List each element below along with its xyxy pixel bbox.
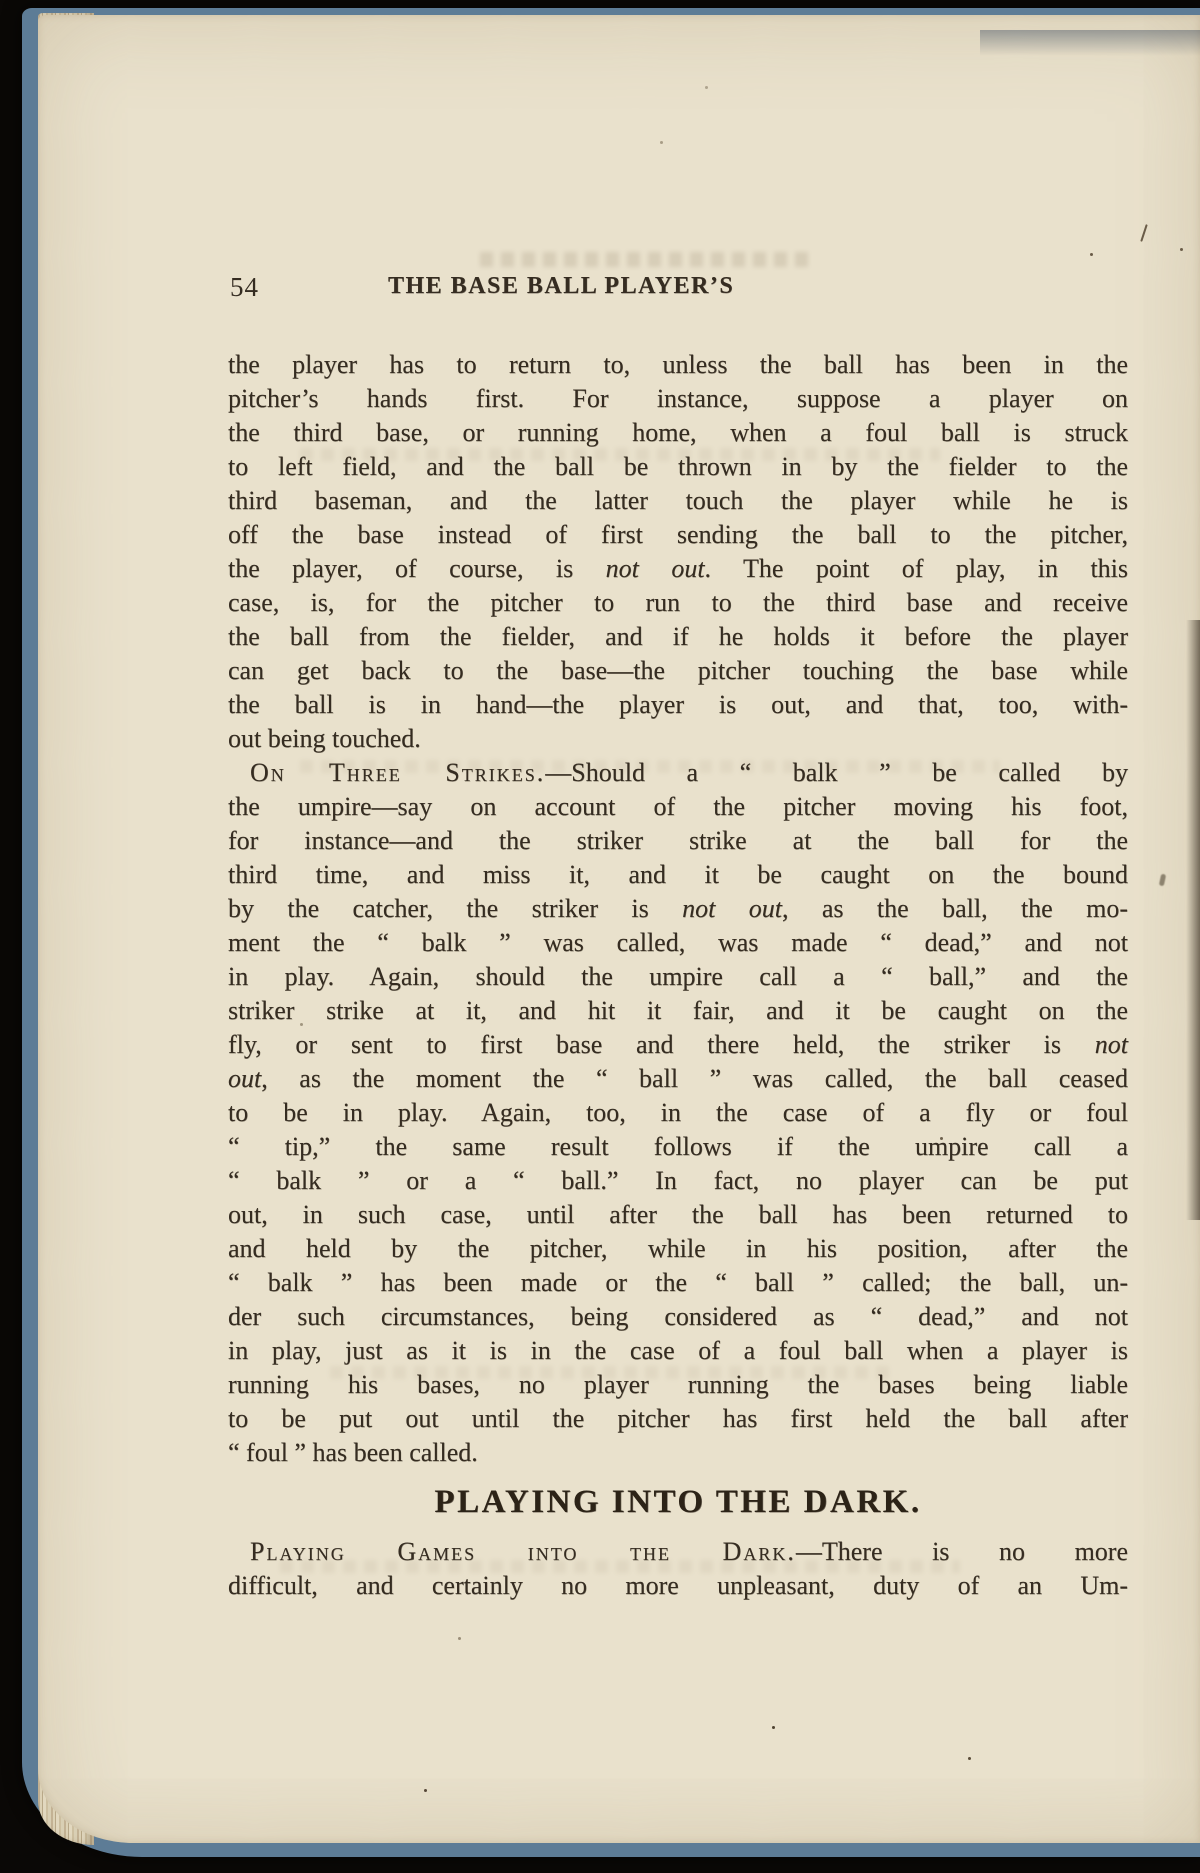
page-number: 54 [230,272,259,302]
text-segment: third time, and miss it, and it be caught on the bound [228,860,1128,889]
text-line [228,450,1128,484]
text-line [228,1096,1128,1130]
text-line [228,654,1128,688]
text-line [228,1368,1128,1402]
text-segment: not out [682,894,782,923]
show-through-text [480,252,810,267]
text-line [228,1062,1128,1096]
text-segment: case, is, for the pitcher to run to the third base and receive [228,588,1128,617]
text-segment: by the catcher, the striker is [228,894,683,923]
text-segment: “ balk ” has been made or the “ ball ” called; the ball, un- [228,1268,1128,1297]
text-line [228,518,1128,552]
text-line [228,1130,1128,1164]
text-line [228,892,1128,926]
text-segment: fly, or sent to first base and there held, the striker is [228,1030,1095,1059]
text-line [228,790,1128,824]
text-column [228,270,1128,1603]
text-line [228,416,1128,450]
text-line [228,552,1128,586]
text-line [228,1535,1128,1569]
text-segment: for instance—and the striker strike at the ball for the [228,826,1128,855]
text-line [228,1232,1128,1266]
text-segment: out being touched. [228,724,421,753]
lead-in-small-caps: On Three Strikes. [250,758,546,787]
text-segment: in play, just as it is in the case of a foul ball when a player is [228,1336,1128,1365]
text-segment: the player, of course, is [228,554,606,583]
text-line [228,926,1128,960]
text-segment: not out [605,554,705,583]
text-segment: difficult, and certainly no more unpleasant, duty of an Um- [228,1571,1128,1600]
text-line [228,1300,1128,1334]
text-segment: the third base, or running home, when a foul ball is struck [228,418,1128,447]
text-segment: in play. Again, should the umpire call a “ ball,” and the [228,962,1128,991]
text-segment: , as the moment the “ ball ” was called, the ball ceased [261,1064,1128,1093]
text-line [228,824,1128,858]
text-line [228,382,1128,416]
text-line [228,1402,1128,1436]
text-line [228,1164,1128,1198]
text-line [228,756,1128,790]
text-segment: der such circumstances, being considered as “ dead,” and not [228,1302,1128,1331]
text-segment: —There is no more [795,1537,1128,1566]
text-segment: the umpire—say on account of the pitcher moving his foot, [228,792,1128,821]
page-top-shadow [980,30,1200,56]
text-line [228,1028,1128,1062]
text-line [228,722,1128,756]
text-segment: and held by the pitcher, while in his position, after the [228,1234,1128,1263]
page-gutter-shadow [1186,620,1200,1220]
body-text-top [228,348,1128,1470]
text-line [228,348,1128,382]
running-head [228,270,1128,348]
text-line [228,620,1128,654]
text-segment: the ball is in hand—the player is out, and that, too, with- [228,690,1128,719]
text-line [228,994,1128,1028]
lead-in-small-caps: Playing Games into the Dark. [250,1537,796,1566]
text-segment: running his bases, no player running the bases being liable [228,1370,1128,1399]
text-segment: to be in play. Again, too, in the case of a fly or foul [228,1098,1128,1127]
text-line [228,1436,1128,1470]
text-segment: “ tip,” the same result follows if the umpire call a [228,1132,1128,1161]
running-title: THE BASE BALL PLAYER’S [388,273,735,299]
text-line [228,484,1128,518]
text-segment: . The point of play, in this [704,554,1129,583]
text-line [228,586,1128,620]
text-segment: can get back to the base—the pitcher touching the base while [228,656,1128,685]
paragraph-return-rule [228,348,1128,756]
text-segment: —Should a “ balk ” be called by [545,758,1128,787]
text-segment: off the base instead of first sending the ball to the pitcher, [228,520,1128,549]
text-segment: not [1094,1030,1128,1059]
text-segment: out [228,1064,262,1093]
text-segment: third baseman, and the latter touch the player while he is [228,486,1128,515]
text-segment: pitcher’s hands first. For instance, suppose a player on [228,384,1128,413]
text-segment: the ball from the fielder, and if he holds it before the player [228,622,1128,651]
text-segment: to left field, and the ball be thrown in by the fielder to the [228,452,1128,481]
text-line [228,960,1128,994]
text-segment: to be put out until the pitcher has first held the ball after [228,1404,1128,1433]
text-segment: “ balk ” or a “ ball.” In fact, no player can be put [228,1166,1128,1195]
paragraph-on-three-strikes [228,756,1128,1470]
text-line [228,1569,1128,1603]
text-segment: the player has to return to, unless the ball has been in the [228,350,1128,379]
text-line [228,1334,1128,1368]
text-line [228,1198,1128,1232]
text-line [228,1266,1128,1300]
section-heading: PLAYING INTO THE DARK. [434,1484,922,1520]
text-segment: out, in such case, until after the ball has been returned to [228,1200,1128,1229]
text-line [228,688,1128,722]
body-text-bottom [228,1535,1128,1603]
dust-specks [0,0,3,3]
text-segment: , as the ball, the mo- [781,894,1128,923]
text-segment: “ foul ” has been called. [228,1438,478,1467]
text-segment: striker strike at it, and hit it fair, and it be caught on the [228,996,1128,1025]
text-line [228,858,1128,892]
paragraph-playing-into-dark [228,1535,1128,1603]
text-segment: ment the “ balk ” was called, was made “ dead,” and not [228,928,1128,957]
